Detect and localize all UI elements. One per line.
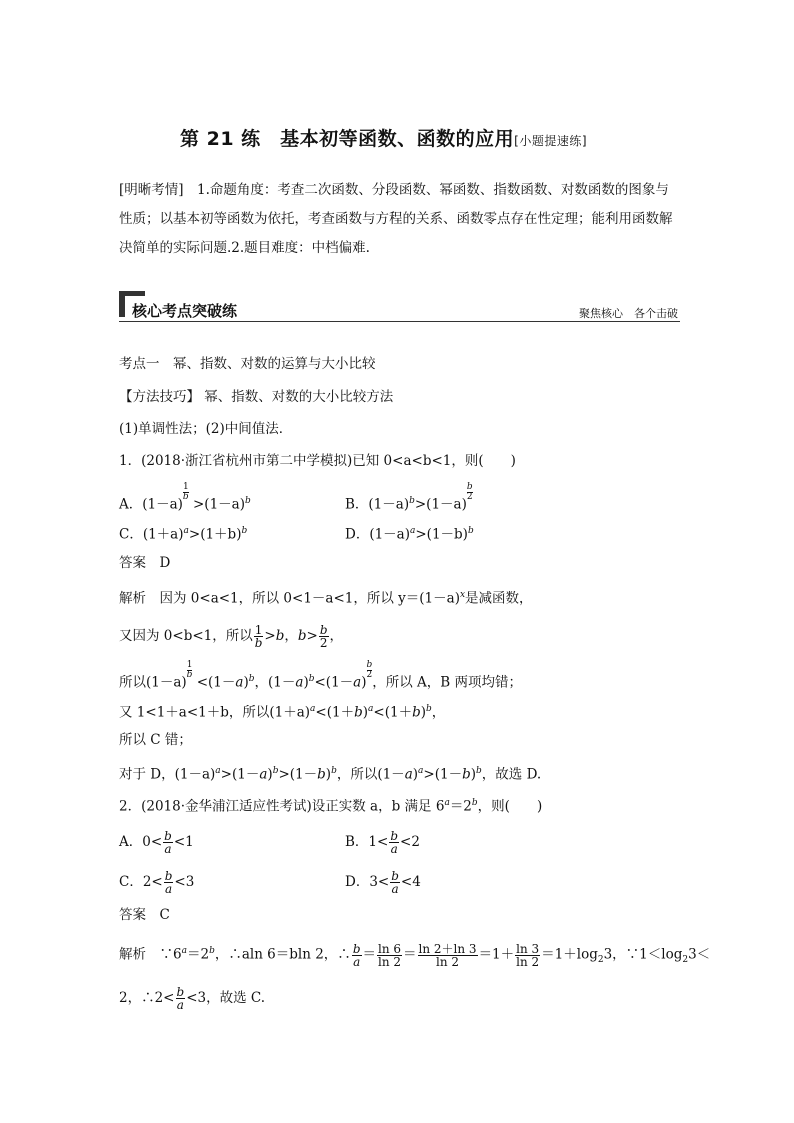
intro-paragraph: [明晰考情] 1.命题角度：考查二次函数、分段函数、幂函数、指数函数、对数函数的图象与性质；以基本初等函数为依托，考查函数与方程的关系、函数零点存在性定理；能利用函数解决简单的实际问题.2.题目难度：中档偏难. — [119, 182, 673, 256]
q1-solution-line3: 所以(1－a) $\frac{1}{b}$ $<(1-a)^b$，$(1-a)^b<(1-a)$ $\frac{b}{2}$ ，所以 A，B 两项均错； — [119, 659, 523, 691]
q1-answer: 答案 D — [119, 555, 171, 571]
section-divider — [119, 321, 680, 322]
q1-stem: 1．(2018·浙江省杭州市第二中学模拟)已知 0<a<b<1，则( ) — [119, 453, 516, 469]
q1-option-a: A．(1－a) $\frac{1}{b}$ $>(1-a)^b$ — [119, 481, 251, 513]
q1-option-c: C．$(1+a)^a>(1+b)^b$ — [119, 526, 248, 543]
q2-solution-line1: 解析 $\because 6^a=2^b$，∴aln 6＝bln 2，∴ $\frac{b}{a}$ ＝ $\frac{\ln 6}{\ln 2}$ ＝ $\frac{\ln 2+\ln 3}{\ln 2}$ ＝1＋ $\frac{\ln 3}{\ln 2}$ $=1+\log_23$，$\because 1<\log_23<$ — [119, 941, 711, 969]
q2-solution-line2: 2，∴2< $\frac{b}{a}$ <3，故选 C. — [119, 985, 266, 1012]
q2-option-b: B．1< $\frac{b}{a}$ <2 — [345, 829, 420, 856]
page-title — [180, 124, 587, 151]
q1-solution-line5: 所以 C 错； — [119, 732, 192, 748]
q2-option-d: D．3< $\frac{b}{a}$ <4 — [345, 869, 421, 896]
title-tag: [小题提速练] — [514, 134, 588, 148]
section-corner-top — [119, 291, 145, 296]
section-label: 核心考点突破练 — [132, 302, 238, 320]
q1-option-d: D．$(1-a)^a>(1-b)^b$ — [345, 526, 474, 543]
q2-stem: 2．(2018·金华浦江适应性考试)设正实数 a，b 满足 $6^a=2^b$，则( ) — [119, 798, 543, 815]
q1-option-b: B．$(1-a)^b>(1-a)$ $\frac{b}{2}$ — [345, 481, 473, 513]
q1-solution-line1: 解析 因为 0<a<1，所以 0<1－a<1，所以 $y=(1-a)^x$是减函数， — [119, 590, 533, 607]
q1-solution-line6: 对于 D，$(1-a)^a>(1-a)^b>(1-b)^b$，所以$(1-a)^a>(1-b)^b$，故选 D. — [119, 766, 542, 783]
q2-option-a: A．0< $\frac{b}{a}$ <1 — [119, 829, 194, 856]
q1-solution-line4: 又 1<1＋a<1＋b，所以$(1+a)^a<(1+b)^a<(1+b)^b$， — [119, 704, 446, 721]
section-right-label: 聚焦核心 各个击破 — [579, 307, 678, 320]
method-detail: (1)单调性法；(2)中间值法． — [119, 421, 293, 437]
q2-answer: 答案 C — [119, 907, 170, 923]
q1-solution-line2: 又因为 0<b<1，所以 $\frac{1}{b}$ >b，b> $\frac{b}{2}$ ， — [119, 623, 344, 650]
point-heading: 考点一 幂、指数、对数的运算与大小比较 — [119, 356, 376, 372]
method-heading: 【方法技巧】 幂、指数、对数的大小比较方法 — [119, 389, 394, 405]
q2-option-c: C．2< $\frac{b}{a}$ <3 — [119, 869, 195, 896]
title-main: 第 21 练 基本初等函数、函数的应用 — [180, 128, 515, 150]
section-header — [119, 291, 680, 322]
